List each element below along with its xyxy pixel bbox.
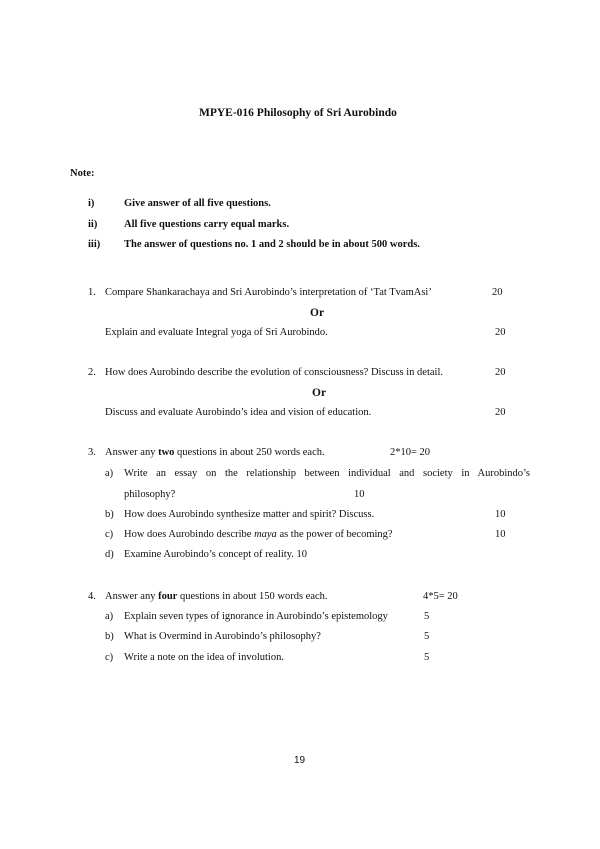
text-pre: How does Aurobindo describe — [124, 529, 255, 540]
text-post: as the power of becoming? — [276, 529, 393, 540]
question-text: Compare Shankarachaya and Sri Aurobindo’s interpretation of ‘Tat TvamAsi’ — [105, 287, 432, 298]
sub-question-label: b) — [105, 631, 114, 642]
sub-question-marks: 5 — [424, 631, 430, 642]
sub-question-label: c) — [105, 652, 114, 663]
question-number: 4. — [88, 591, 96, 602]
instruction-count: two — [158, 447, 175, 458]
question-instruction — [105, 446, 325, 460]
question-alt-text: Explain and evaluate Integral yoga of Sri Aurobindo. — [105, 327, 328, 338]
sub-question-label: a) — [105, 611, 114, 622]
or-divider: Or — [310, 307, 325, 319]
sub-question-marks: 5 — [424, 611, 430, 622]
sub-question-label: d) — [105, 549, 114, 560]
sub-question-marks: 10 — [354, 489, 365, 500]
sub-question-text — [124, 528, 393, 542]
text-emphasis: maya — [254, 529, 277, 540]
page-title: MPYE-016 Philosophy of Sri Aurobindo — [199, 107, 397, 119]
note-item-number: ii) — [88, 219, 98, 230]
sub-question-marks: 10 — [495, 529, 506, 540]
or-divider: Or — [312, 387, 327, 399]
note-item-text: Give answer of all five questions. — [124, 198, 271, 209]
question-number: 3. — [88, 447, 96, 458]
sub-question-text-continued: philosophy? — [124, 489, 176, 500]
question-number: 2. — [88, 367, 96, 378]
question-marks: 4*5= 20 — [423, 591, 458, 602]
instruction-tail: questions in about 150 words each. — [177, 591, 328, 602]
question-alt-marks: 20 — [495, 327, 506, 338]
sub-question-text: How does Aurobindo synthesize matter and spirit? Discuss. — [124, 509, 375, 520]
note-item-number: i) — [88, 198, 95, 209]
question-alt-text: Discuss and evaluate Aurobindo’s idea and vision of education. — [105, 407, 372, 418]
sub-question-marks: 10 — [495, 509, 506, 520]
question-marks: 20 — [495, 367, 506, 378]
question-instruction — [105, 590, 328, 604]
sub-question-text: Examine Aurobindo’s concept of reality. 10 — [124, 549, 308, 560]
note-heading: Note: — [70, 168, 95, 179]
sub-question-label: b) — [105, 509, 114, 520]
note-item-number: iii) — [88, 239, 101, 250]
sub-question-text: Explain seven types of ignorance in Aurobindo’s epistemology — [124, 611, 388, 622]
note-item-text: The answer of questions no. 1 and 2 should be in about 500 words. — [124, 239, 420, 250]
sub-question-label: a) — [105, 468, 114, 479]
instruction-lead: Answer any — [105, 447, 159, 458]
question-number: 1. — [88, 287, 96, 298]
question-marks: 20 — [492, 287, 503, 298]
question-marks: 2*10= 20 — [390, 447, 431, 458]
sub-question-marks: 5 — [424, 652, 430, 663]
sub-question-text: Write a note on the idea of involution. — [124, 652, 284, 663]
page-number: 19 — [294, 755, 306, 766]
instruction-tail: questions in about 250 words each. — [174, 447, 325, 458]
note-item-text: All five questions carry equal marks. — [124, 219, 290, 230]
sub-question-text: What is Overmind in Aurobindo’s philosophy? — [124, 631, 321, 642]
sub-question-label: c) — [105, 529, 114, 540]
sub-question-text: Write an essay on the relationship between individual and society in Aurobindo’s — [124, 468, 530, 479]
instruction-count: four — [158, 591, 178, 602]
instruction-lead: Answer any — [105, 591, 159, 602]
question-alt-marks: 20 — [495, 407, 506, 418]
question-text: How does Aurobindo describe the evolution of consciousness? Discuss in detail. — [105, 367, 443, 378]
